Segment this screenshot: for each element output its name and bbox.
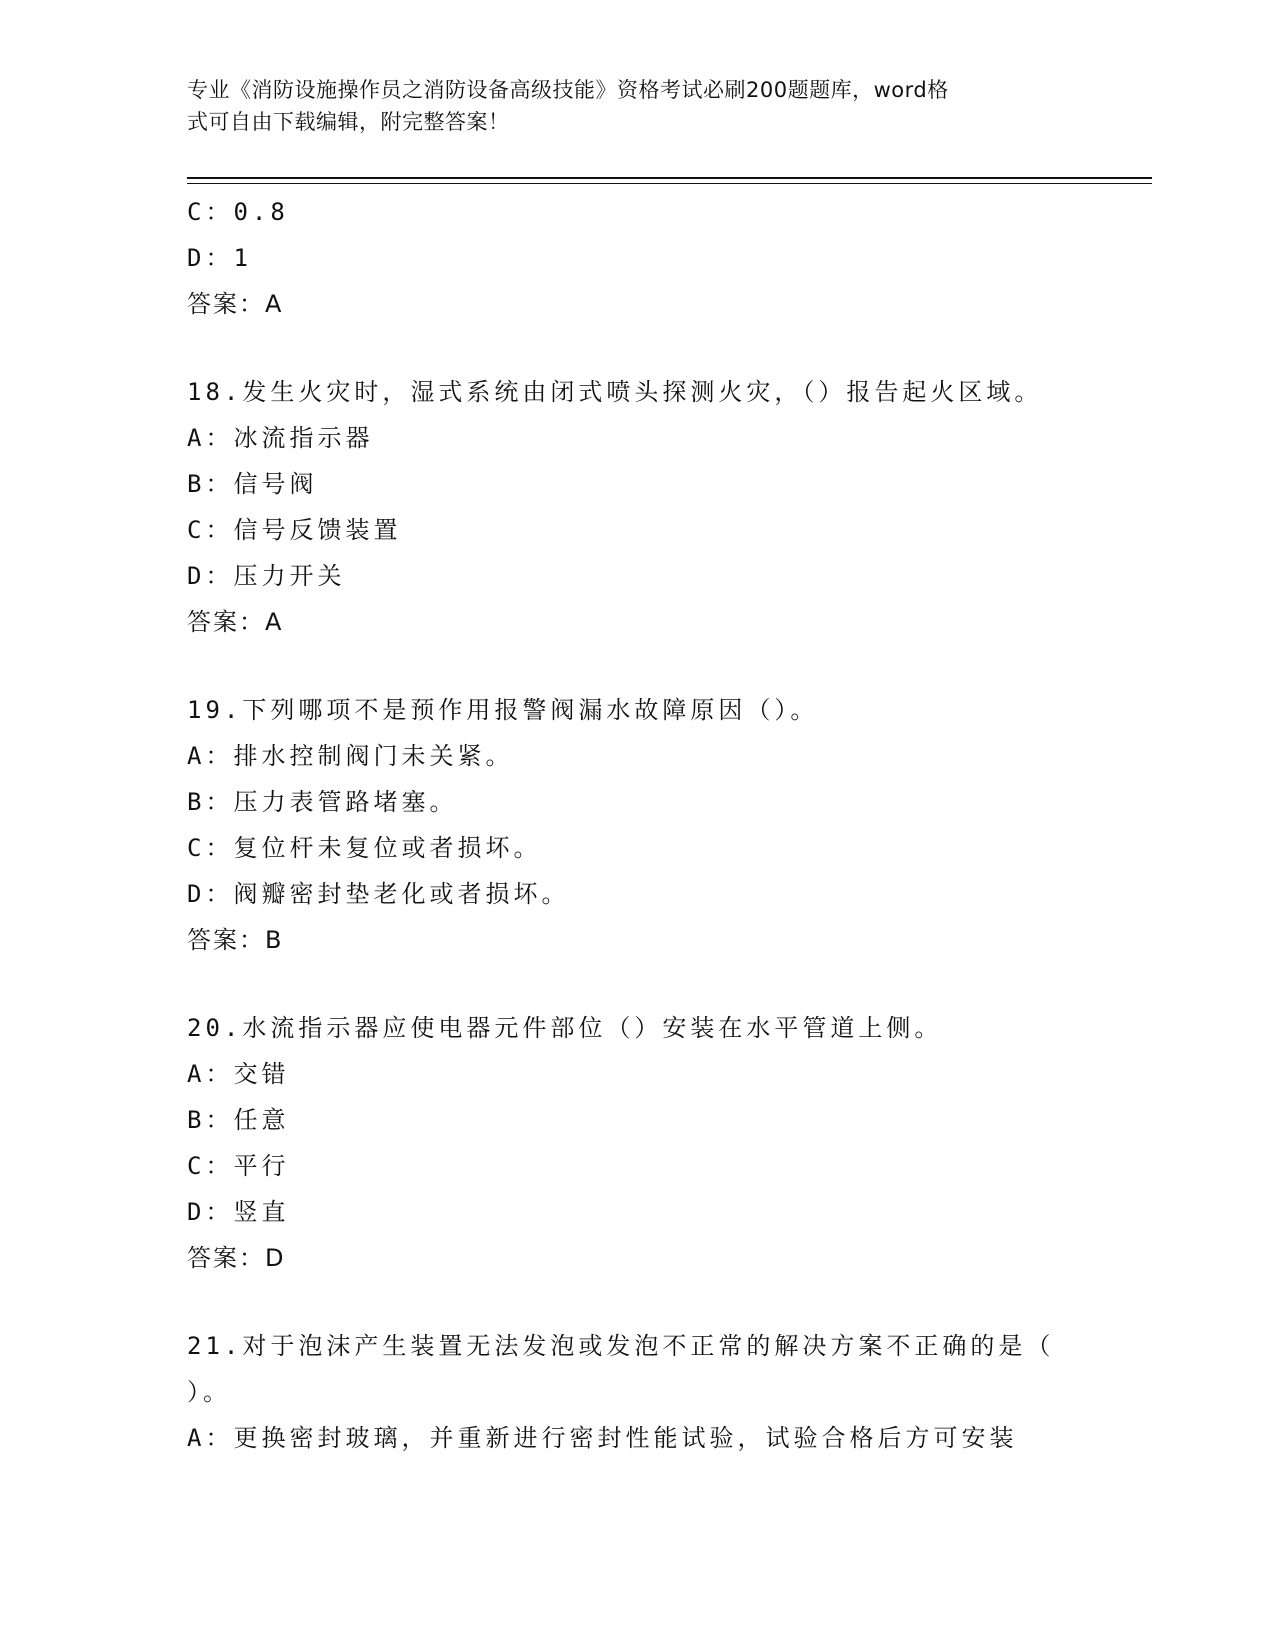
q18-answer: 答案：A	[187, 608, 284, 636]
q18-option-b: B：信号阀	[187, 470, 318, 498]
header-line-2: 式可自由下载编辑，附完整答案！	[187, 110, 510, 134]
q19-option-b: B：压力表管路堵塞。	[187, 788, 458, 816]
q19-stem: 19.下列哪项不是预作用报警阀漏水故障原因（）。	[187, 696, 819, 724]
q20-option-c: C：平行	[187, 1152, 290, 1180]
q17-option-c: C：0.8	[187, 198, 289, 226]
q17-option-d: D：1	[187, 244, 252, 272]
q18-option-d: D：压力开关	[187, 562, 346, 590]
q19-option-d: D：阀瓣密封垫老化或者损坏。	[187, 880, 570, 908]
q20-option-a: A：交错	[187, 1060, 290, 1088]
header-rule-thin	[187, 183, 1152, 184]
q21-option-a: A：更换密封玻璃，并重新进行密封性能试验，试验合格后方可安装	[187, 1424, 1018, 1452]
q18-stem: 18.发生火灾时，湿式系统由闭式喷头探测火灾，（）报告起火区域。	[187, 378, 1043, 406]
q17-answer: 答案：A	[187, 290, 284, 318]
q20-answer: 答案：D	[187, 1244, 286, 1272]
q20-option-d: D：竖直	[187, 1198, 290, 1226]
q19-option-c: C：复位杆未复位或者损坏。	[187, 834, 542, 862]
q19-option-a: A：排水控制阀门未关紧。	[187, 742, 514, 770]
q21-stem-line-1: 21.对于泡沫产生装置无法发泡或发泡不正常的解决方案不正确的是（	[187, 1332, 1055, 1360]
header-line-1: 专业《消防设施操作员之消防设备高级技能》资格考试必刷200题题库，word格	[187, 78, 949, 102]
question-list	[187, 189, 1087, 1461]
q21-stem-line-2: ）。	[187, 1378, 231, 1406]
q20-stem: 20.水流指示器应使电器元件部位（）安装在水平管道上侧。	[187, 1014, 943, 1042]
q18-option-a: A：冰流指示器	[187, 424, 374, 452]
header-rule-thick	[187, 177, 1152, 179]
document-header	[187, 74, 1067, 138]
q19-answer: 答案：B	[187, 926, 284, 954]
q20-option-b: B：任意	[187, 1106, 290, 1134]
q18-option-c: C：信号反馈装置	[187, 516, 402, 544]
